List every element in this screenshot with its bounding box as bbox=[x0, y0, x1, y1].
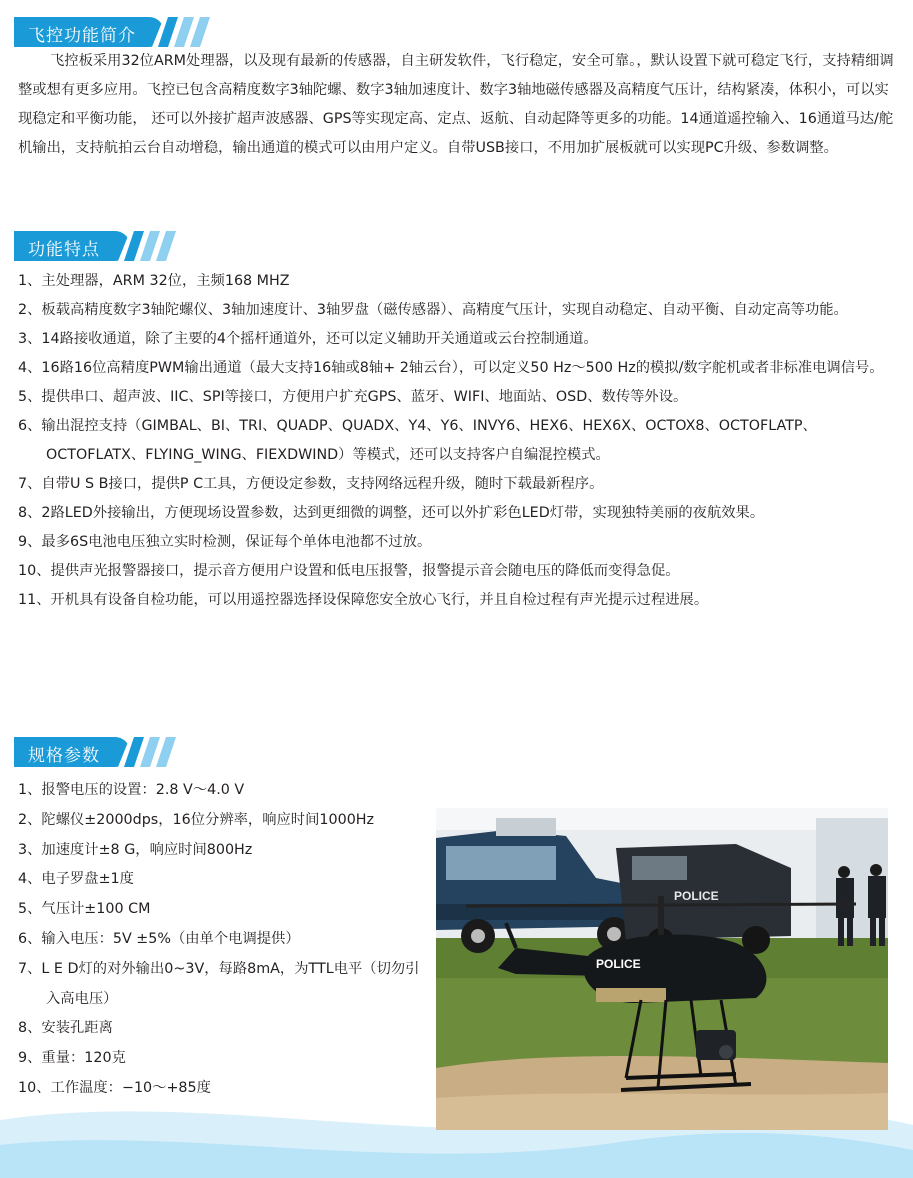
section-title: 规格参数 bbox=[28, 746, 100, 766]
spec-item: 5、气压计±100 CM bbox=[18, 901, 151, 918]
section-title: 功能特点 bbox=[28, 240, 100, 260]
feature-item: 1、主处理器，ARM 32位，主频168 MHZ bbox=[18, 273, 290, 289]
stripes-decoration bbox=[154, 17, 214, 47]
specs-list bbox=[18, 776, 423, 1104]
feature-item: 10、提供声光报警器接口，提示音方便用户设置和低电压报警，报警提示音会随电压的降低而变得急促。 bbox=[18, 563, 680, 579]
spec-item: 9、重量：120克 bbox=[18, 1050, 126, 1067]
feature-item: 6、输出混控支持（GIMBAL、BI、TRI、QUADP、QUADX、Y4、Y6、INVY6、HEX6、HEX6X、OCTOX8、OCTOFLATP、OCTOFLATX、FLYING_WING、FIEXDWIND）等模式，还可以支持客户自编混控模式。 bbox=[18, 418, 817, 463]
feature-item: 5、提供串口、超声波、IIC、SPI等接口，方便用户扩充GPS、蓝牙、WIFI、地面站、OSD、数传等外设。 bbox=[18, 389, 688, 405]
features-list bbox=[18, 267, 898, 615]
feature-item: 9、最多6S电池电压独立实时检测，保证每个单体电池都不过放。 bbox=[18, 534, 432, 550]
feature-item: 8、2路LED外接输出，方便现场设置参数，达到更细微的调整，还可以外扩彩色LED灯带，实现独特美丽的夜航效果。 bbox=[18, 505, 765, 521]
feature-item: 11、开机具有设备自检功能，可以用遥控器选择设保障您安全放心飞行，并且自检过程有声光提示过程进展。 bbox=[18, 592, 709, 608]
section-header-intro bbox=[14, 17, 214, 49]
spec-item: 2、陀螺仪±2000dps，16位分辨率，响应时间1000Hz bbox=[18, 811, 375, 828]
feature-item: 7、自带U S B接口，提供P C工具，方便设定参数，支持网络远程升级，随时下载最新程序。 bbox=[18, 476, 604, 492]
feature-item: 2、板载高精度数字3轴陀螺仪、3轴加速度计、3轴罗盘（磁传感器）、高精度气压计，实现自动稳定、自动平衡、自动定高等功能。 bbox=[18, 302, 848, 318]
section-header-features bbox=[14, 231, 214, 263]
spec-item: 10、工作温度：−10～+85度 bbox=[18, 1079, 211, 1096]
spec-item: 4、电子罗盘±1度 bbox=[18, 871, 134, 888]
drone-illustration bbox=[436, 808, 888, 1130]
spec-item: 8、安装孔距离 bbox=[18, 1020, 113, 1037]
spec-item: 1、报警电压的设置：2.8 V～4.0 V bbox=[18, 782, 245, 798]
feature-item: 3、14路接收通道，除了主要的4个摇杆通道外，还可以定义辅助开关通道或云台控制通道。 bbox=[18, 331, 598, 347]
feature-item: 4、16路16位高精度PWM输出通道（最大支持16轴或8轴+ 2轴云台），可以定义50 Hz～500 Hz的模拟/数字舵机或者非标准电调信号。 bbox=[18, 360, 884, 376]
spec-item: 7、L E D灯的对外输出0~3V，每路8mA，为TTL电平（切勿引入高电压） bbox=[18, 960, 420, 1007]
section-title: 飞控功能简介 bbox=[28, 26, 136, 46]
vehicle-police-label: POLICE bbox=[674, 889, 719, 903]
drone-police-label: POLICE bbox=[596, 957, 641, 971]
section-header-specs bbox=[14, 737, 214, 769]
stripes-decoration bbox=[120, 737, 180, 767]
stripes-decoration bbox=[120, 231, 180, 261]
spec-item: 3、加速度计±8 G，响应时间800Hz bbox=[18, 841, 253, 858]
spec-item: 6、输入电压：5V ±5%（由单个电调提供） bbox=[18, 930, 300, 947]
intro-paragraph: 飞控板采用32位ARM处理器，以及现有最新的传感器，自主研发软件，飞行稳定，安全可靠。，默认设置下就可稳定飞行，支持精细调整或想有更多应用。飞控已包含高精度数字3轴陀螺、数字3轴加速度计、数字3轴地磁传感器及高精度气压计，结构紧凑，体积小，可以实现稳定和平衡功能， 还可以外接扩超声波感器、GPS等实现定高、定点、返航、自动起降等更多的功能。14通道遥控输入、16通道马达/舵机输出，支持航拍云台自动增稳，输出通道的模式可以由用户定义。自带USB接口，不用加扩展板就可以实现PC升级、参数调整。 bbox=[18, 53, 894, 156]
police-drone-photo bbox=[436, 808, 888, 1130]
